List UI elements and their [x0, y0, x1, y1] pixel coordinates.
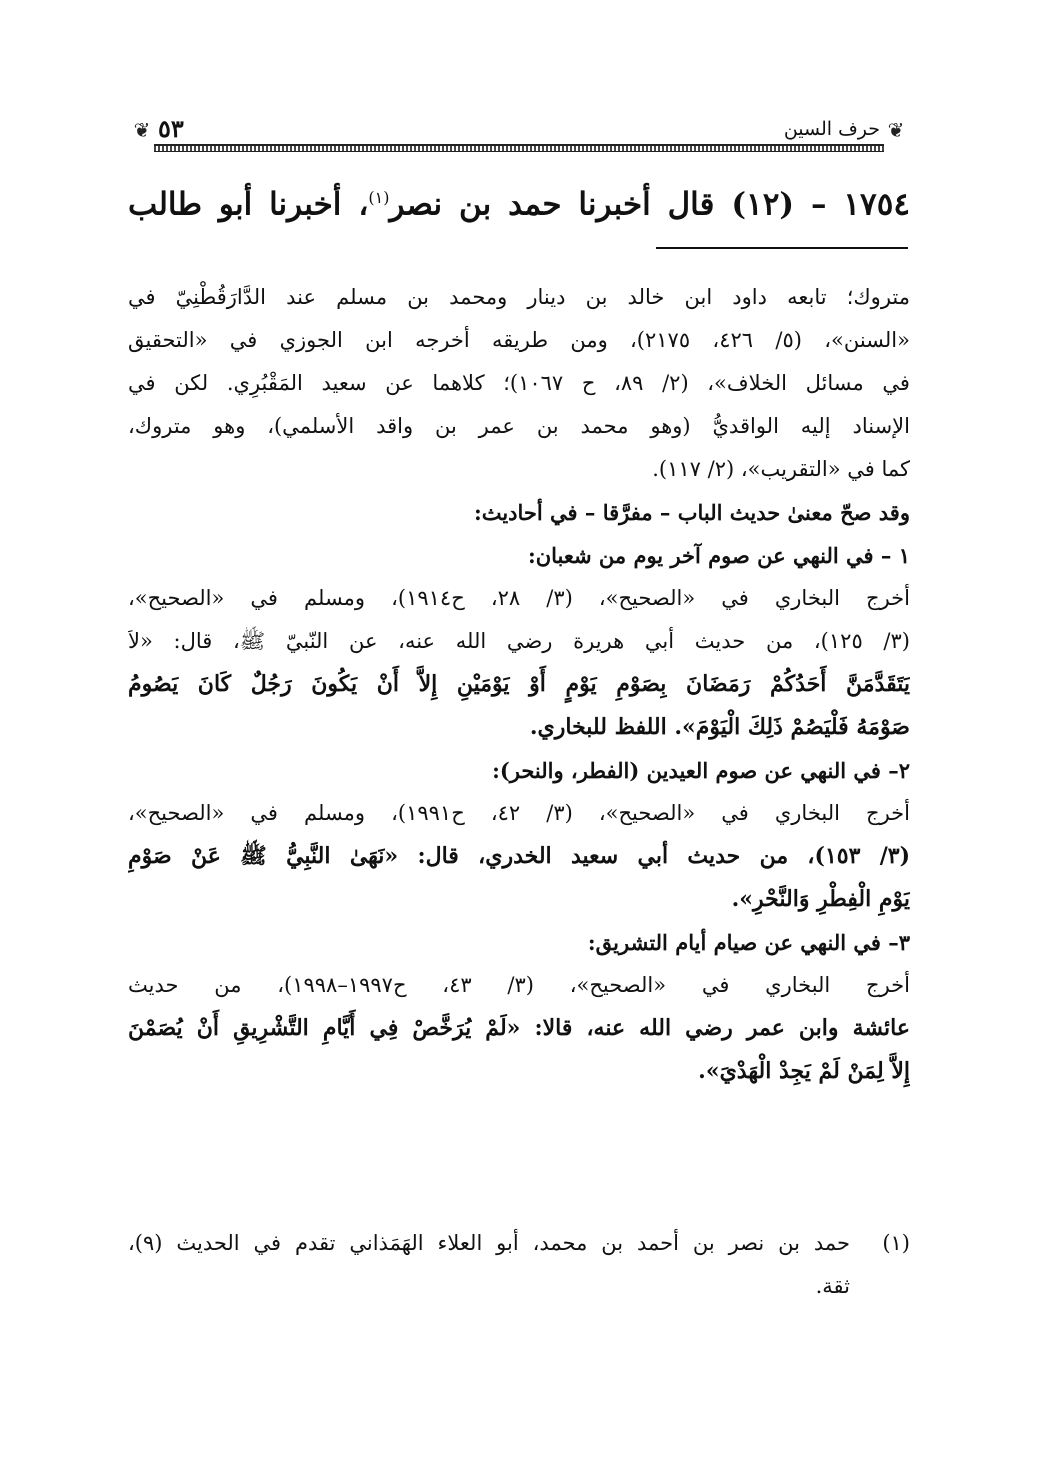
hadith-outro: ، أخبرنا أبو طالب — [128, 186, 369, 223]
body-line: ٣– في النهي عن صيام أيام التشريق: — [587, 930, 910, 955]
body-line: (٣/ ١٥٣)، من حديث أبي سعيد الخدري، قال: «نَهَىٰ النَّبِيُّ ﷺ عَنْ صَوْمِ — [128, 843, 910, 869]
footnote-text: حمد بن نصر بن أحمد بن محمد، أبو العلاء الهَمَذاني تقدم في الحديث (٩)، — [128, 1231, 850, 1255]
body-line: «السنن»، (٥/ ٤٢٦، ٢١٧٥)، ومن طريقه أخرجه ابن الجوزي في «التحقيق — [128, 328, 910, 352]
chapter-title: حرف السين — [783, 118, 880, 140]
footnote-line — [128, 1222, 910, 1265]
hadith-heading — [128, 168, 910, 234]
footnote-number: (١) — [882, 1231, 910, 1255]
body-text — [128, 276, 910, 1093]
body-line: إِلاَّ لِمَنْ لَمْ يَجِدْ الْهَدْيَ». — [698, 1058, 910, 1084]
footnote — [128, 1222, 910, 1308]
body-line: كما في «التقريب»، (٢/ ١١٧). — [652, 457, 910, 481]
body-line: أخرج البخاري في «الصحيح»، (٣/ ٤٢، ح١٩٩١)، ومسلم في «الصحيح»، — [128, 801, 910, 825]
body-line: وقد صحّ معنىٰ حديث الباب – مفرَّقا – في أحاديث: — [473, 500, 910, 525]
body-line: أخرج البخاري في «الصحيح»، (٣/ ٢٨، ح١٩١٤)، ومسلم في «الصحيح»، — [128, 586, 910, 610]
body-line: أخرج البخاري في «الصحيح»، (٣/ ٤٣، ح١٩٩٧–١٩٩٨)، من حديث — [128, 973, 910, 997]
footnote-text: ثقة. — [815, 1274, 850, 1298]
page-header — [128, 108, 910, 152]
right-ornament-icon: ❦ — [887, 118, 905, 142]
body-line: عائشة وابن عمر رضي الله عنه، قالا: «لَمْ يُرَخَّصْ فِي أَيَّامِ التَّشْرِيقِ أَنْ يُصَمْنَ — [128, 1015, 910, 1041]
section-separator — [656, 247, 908, 249]
body-line: الإسناد إليه الواقديُّ (وهو محمد بن عمر بن واقد الأسلمي)، وهو متروك، — [128, 414, 910, 438]
header-rule — [154, 144, 884, 152]
body-line: صَوْمَهُ فَلْيَصُمْ ذَلِكَ الْيَوْمَ». اللفظ للبخاري. — [529, 714, 910, 740]
body-line: ٢– في النهي عن صوم العيدين (الفطر، والنحر): — [492, 758, 910, 783]
hadith-intro: ١٧٥٤ – (١٢) قال أخبرنا حمد بن نصر — [389, 186, 910, 223]
footnote-line — [128, 1265, 910, 1308]
body-line: يَتَقَدَّمَنَّ أَحَدُكُمْ رَمَضَانَ بِصَوْمِ يَوْمٍ أَوْ يَوْمَيْنِ إِلاَّ أَنْ يَكُونَ رَجُلٌ كَانَ يَصُومُ — [128, 671, 910, 697]
left-ornament-icon: ❦ — [133, 118, 151, 142]
body-line: (٣/ ١٢٥)، من حديث أبي هريرة رضي الله عنه، عن النّبيّ ﷺ، قال: «لاَ — [128, 629, 910, 653]
body-line: ١ – في النهي عن صوم آخر يوم من شعبان: — [527, 543, 910, 568]
body-line: في مسائل الخلاف»، (٢/ ٨٩، ح ١٠٦٧)؛ كلاهما عن سعيد المَقْبُرِي. لكن في — [128, 371, 910, 395]
body-line: يَوْمِ الْفِطْرِ وَالنَّحْرِ». — [731, 886, 910, 912]
page-number: ٥٣ — [158, 114, 184, 143]
body-line: متروك؛ تابعه داود ابن خالد بن دينار ومحمد بن مسلم عند الدَّارَقُطْنِيّ في — [128, 285, 910, 309]
footnote-reference[interactable]: (١) — [368, 188, 390, 207]
